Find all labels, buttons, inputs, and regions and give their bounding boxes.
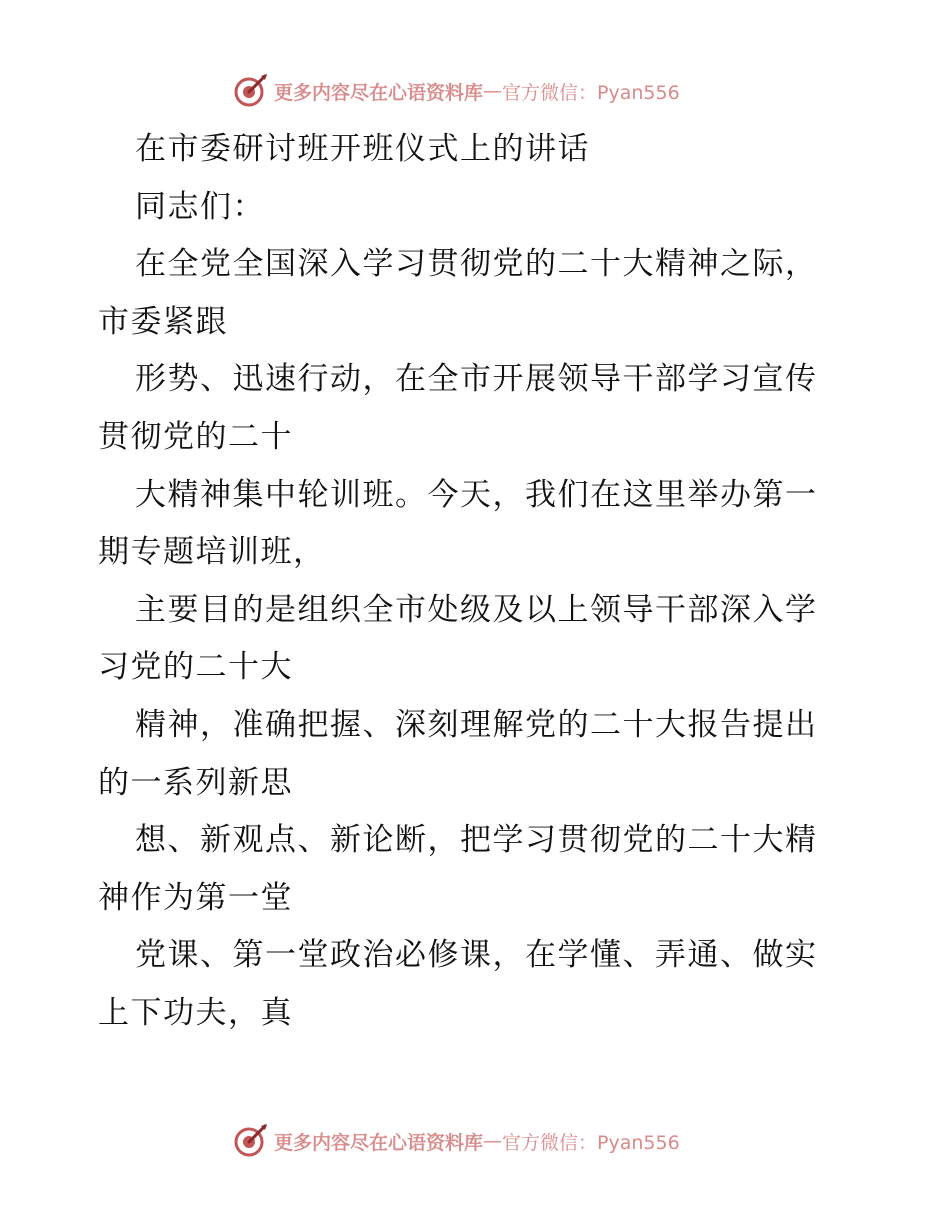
paragraph-line: 在全党全国深入学习贯彻党的二十大精神之际， [135,246,818,283]
paragraph-line: 期专题培训班， [98,534,326,571]
brand-seal-logo-icon [232,1122,270,1160]
paragraph-line: 党课、第一堂政治必修课，在学懂、弄通、做实 [135,937,818,974]
paragraph-line: 习党的二十大 [98,649,293,686]
brand-seal-logo-icon [232,72,270,110]
wechat-contact: 官方微信：Pyan556 [502,1131,680,1154]
brand-text: 更多内容尽在心语资料库 [274,1131,484,1154]
paragraph-line: 想、新观点、新论断，把学习贯彻党的二十大精 [135,822,818,859]
paragraph-line: 市委紧跟 [98,303,228,340]
banner-separator: — [483,1130,503,1152]
paragraph-line: 神作为第一堂 [98,879,293,916]
brand-text: 更多内容尽在心语资料库 [274,81,484,104]
paragraph-line: 主要目的是组织全市处级及以上领导干部深入学 [135,591,818,628]
paragraph-line: 贯彻党的二十 [98,418,293,455]
paragraph-line: 形势、迅速行动，在全市开展领导干部学习宣传 [135,361,818,398]
footer-banner [232,1121,680,1161]
wechat-contact: 官方微信：Pyan556 [502,81,680,104]
paragraph-line: 精神，准确把握、深刻理解党的二十大报告提出 [135,706,818,743]
salutation: 同志们： [135,188,265,225]
paragraph-line: 上下功夫，真 [98,994,293,1031]
document-title: 在市委研讨班开班仪式上的讲话 [135,131,590,167]
banner-separator: — [483,80,503,102]
paragraph-line: 大精神集中轮训班。今天，我们在这里举办第一 [135,476,818,513]
paragraph-line: 的一系列新思 [98,764,293,801]
header-banner [232,71,680,111]
document-body [98,121,858,1043]
